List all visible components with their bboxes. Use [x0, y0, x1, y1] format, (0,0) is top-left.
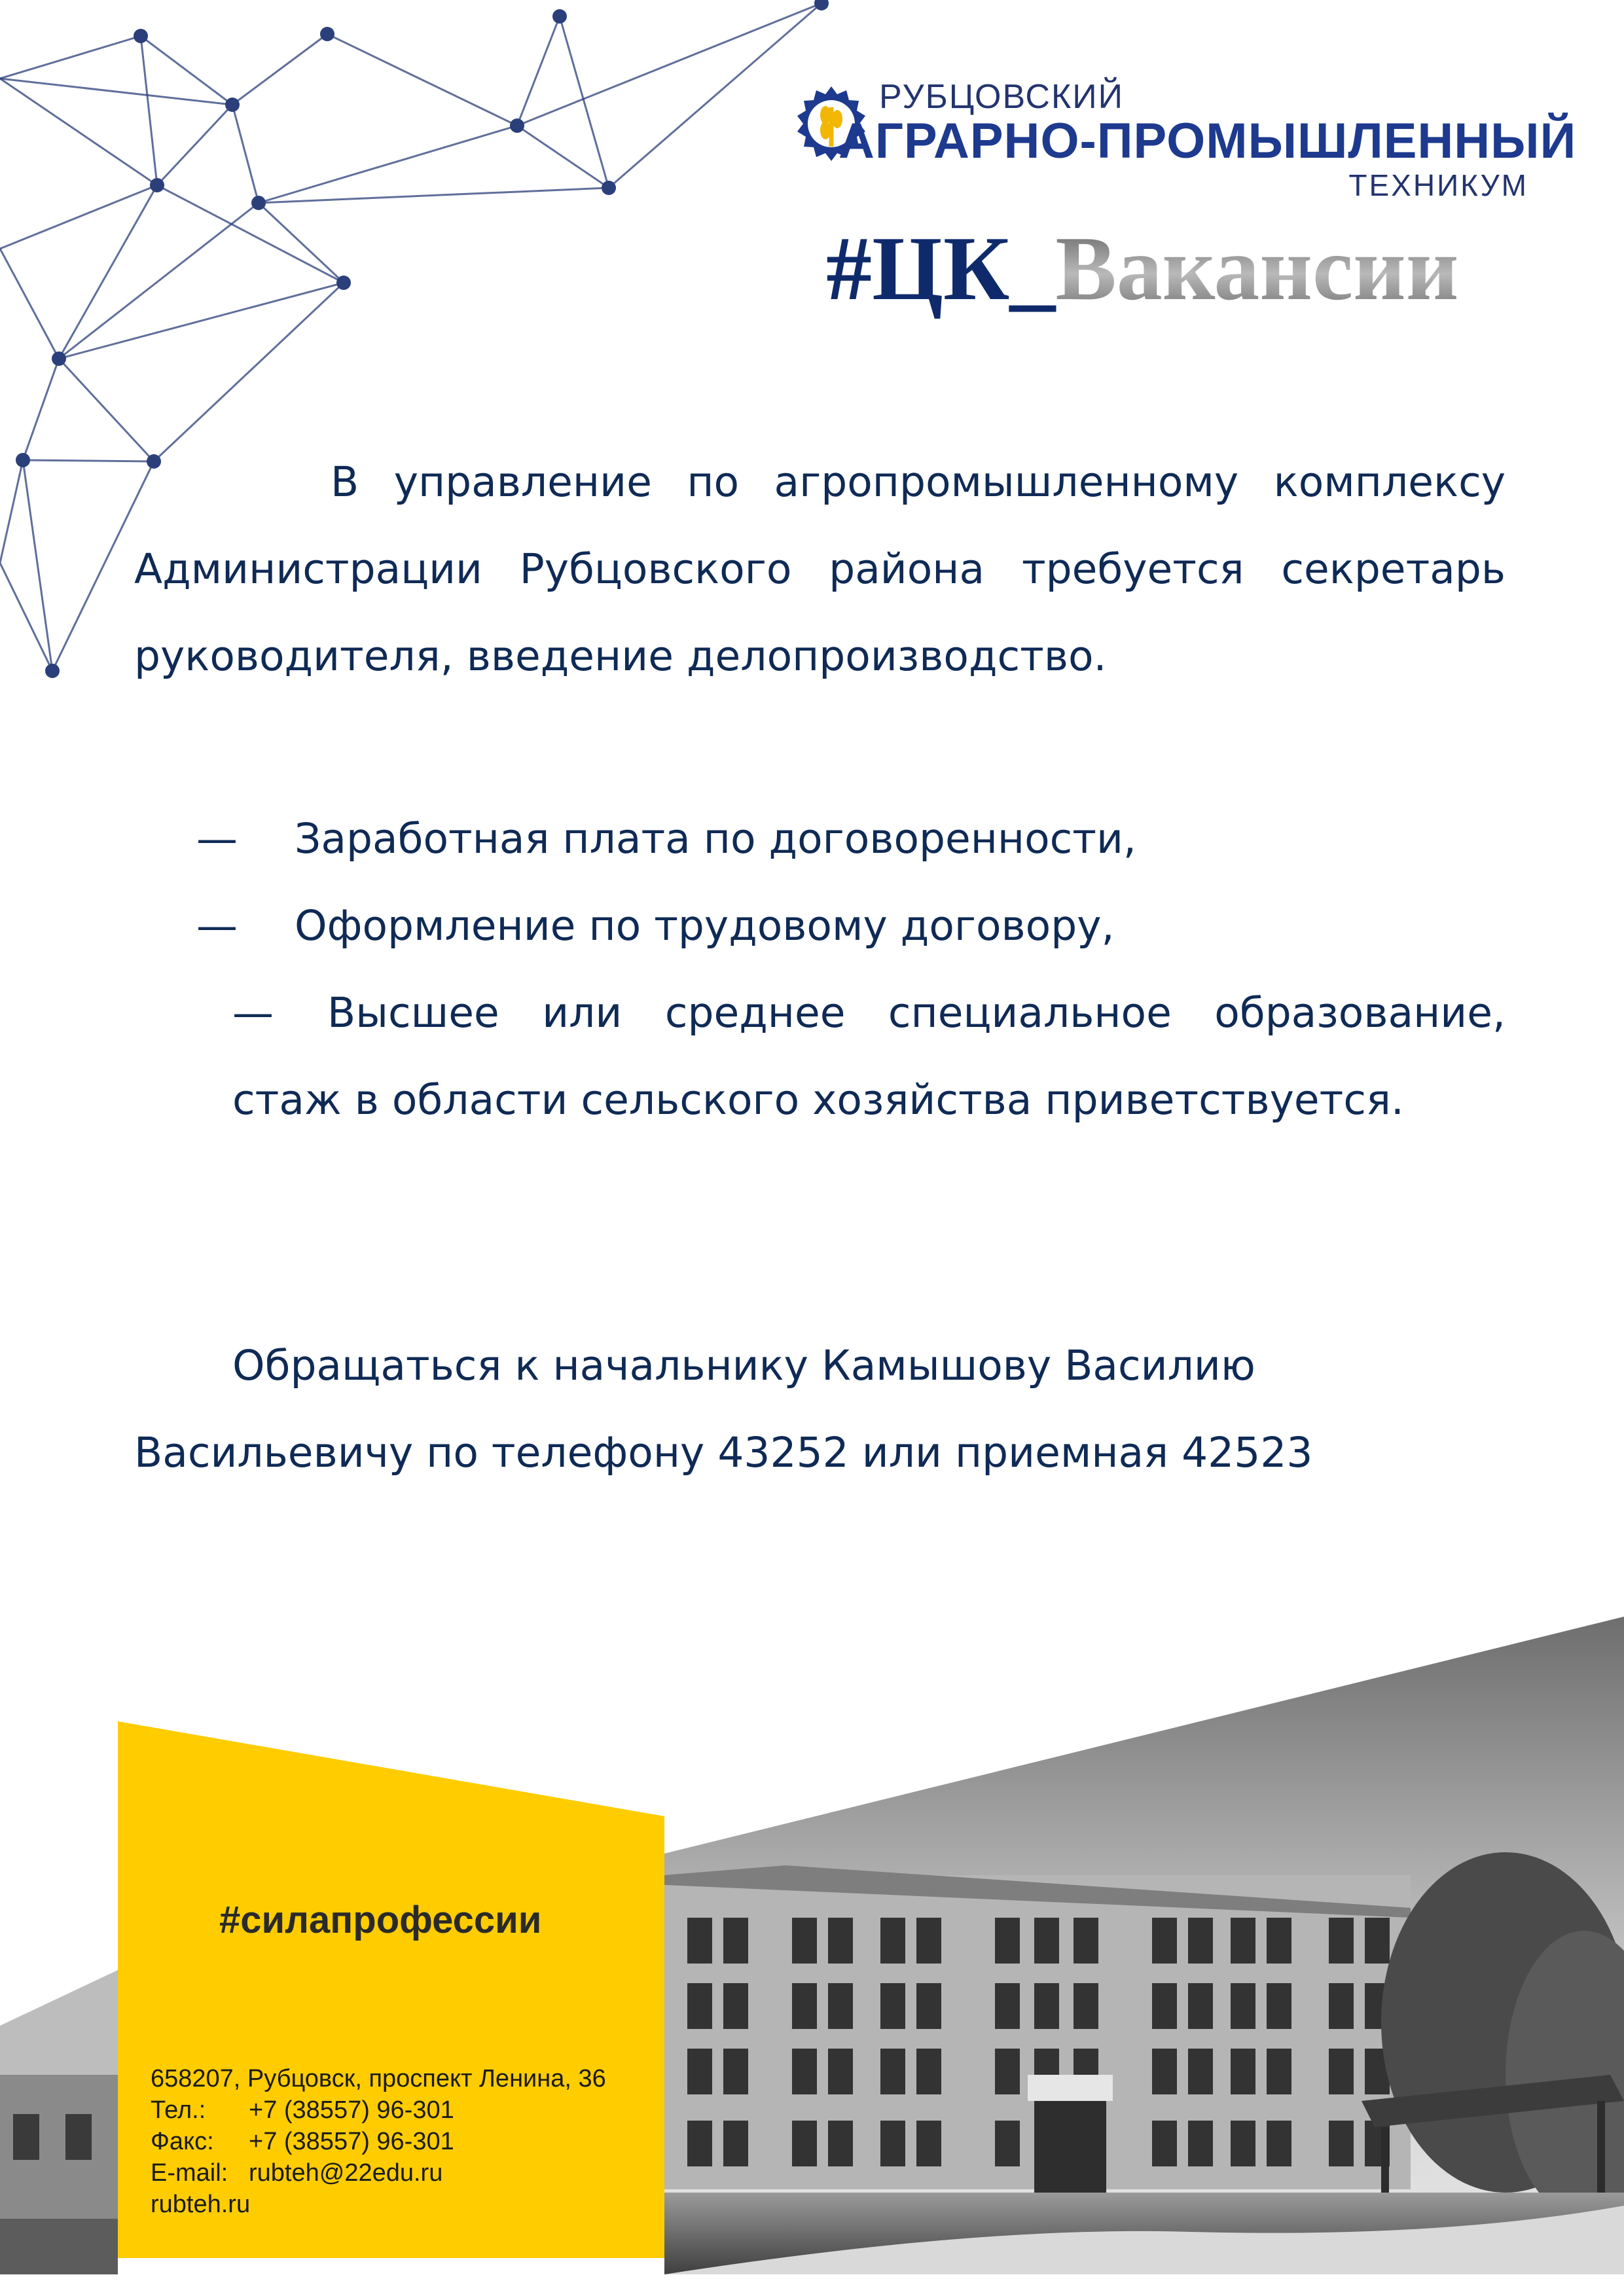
- college-address-block: [151, 2063, 606, 2220]
- fax-value: +7 (38557) 96-301: [249, 2128, 454, 2155]
- fax-row: [151, 2126, 606, 2157]
- network-node: [602, 181, 616, 195]
- bullet-dash: —: [196, 902, 238, 950]
- title-vacancies: Вакансии: [1055, 218, 1459, 319]
- website: rubteh.ru: [151, 2191, 251, 2218]
- fax-label: Факс:: [151, 2128, 214, 2155]
- list-item-text: Оформление по трудовому договору,: [295, 902, 1115, 950]
- list-item: [101, 795, 1506, 882]
- contact-info: [134, 1322, 1509, 1496]
- network-node: [552, 9, 567, 24]
- phone-value: +7 (38557) 96-301: [249, 2096, 454, 2124]
- email-row: [151, 2157, 606, 2189]
- email-value: rubteh@22edu.ru: [249, 2159, 443, 2187]
- network-node: [251, 196, 266, 210]
- network-node: [45, 664, 60, 678]
- network-node: [510, 118, 524, 133]
- phone-row: [151, 2094, 606, 2126]
- logo-line-2: АГРАРНО-ПРОМЫШЛЕННЫЙ: [839, 113, 1577, 169]
- list-item: [101, 882, 1506, 969]
- network-node: [150, 178, 164, 192]
- vacancy-paragraph: [134, 439, 1506, 700]
- college-logo: [789, 72, 1577, 203]
- phone-label: Тел.:: [151, 2096, 206, 2124]
- slogan-hashtag: #силапрофессии: [219, 1899, 542, 1941]
- network-node: [225, 98, 240, 112]
- logo-line-1: РУБЦОВСКИЙ: [879, 78, 1125, 116]
- network-node: [134, 29, 148, 43]
- logo-line-3: ТЕХНИКУМ: [1348, 168, 1528, 202]
- contact-text: Обращаться к начальнику Камышову Василию Васильевичу по телефону 43252 или приемная 42523: [134, 1342, 1313, 1477]
- list-item-text: Заработная плата по договоренности,: [295, 815, 1136, 863]
- bullet-dash: —: [232, 989, 274, 1037]
- network-node: [16, 453, 30, 467]
- conditions-list: [196, 795, 1506, 1143]
- vacancy-paragraph-text: В управление по агропромышленному комплексу Администрации Рубцовского района требуется секретарь руководителя, введение делопроизводство.: [134, 458, 1506, 680]
- address-line: 658207, Рубцовск, проспект Ленина, 36: [151, 2065, 606, 2092]
- list-item: [232, 969, 1506, 1143]
- bullet-dash: —: [196, 815, 238, 863]
- title-hashtag: #ЦК_: [826, 218, 1056, 319]
- network-node: [336, 276, 351, 290]
- list-item-text: Высшее или среднее специальное: [327, 989, 1172, 1037]
- email-label: E-mail:: [151, 2159, 228, 2187]
- network-node: [52, 351, 66, 366]
- list-item-continuation: образование, стаж в области сельского хозяйства приветствуется.: [232, 989, 1506, 1124]
- network-node: [320, 27, 334, 41]
- page-title: [826, 216, 1458, 321]
